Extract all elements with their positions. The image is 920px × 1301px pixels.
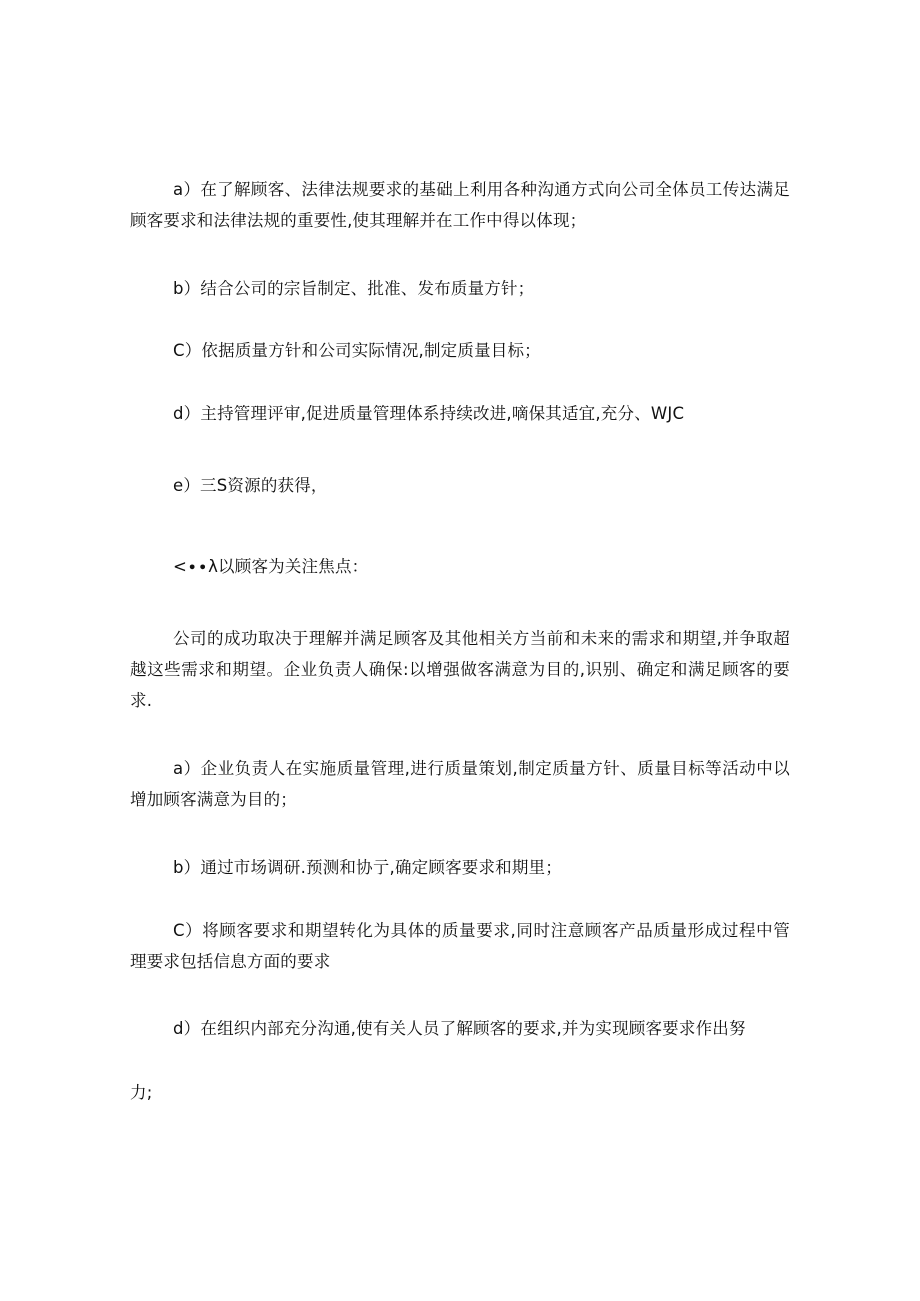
paragraph-top-management-d: d）主持管理评审,促进质量管理体系持续改进,嘀保其适宜,充分、WJC [173, 404, 685, 423]
paragraph-top-management-b: b）结合公司的宗旨制定、批准、发布质量方针； [173, 279, 535, 298]
paragraph-customer-focus-intro: 公司的成功取决于理解并满足顾客及其他相关方当前和未来的需求和期望,并争取超越这些需求和期望。企业负责人确保:以增强做客满意为目的,识别、确定和满足顾客的要求. [130, 629, 790, 710]
paragraph-customer-focus-b: b）通过市场调研.预测和协亍,确定顾客要求和期里； [173, 858, 562, 877]
paragraph-customer-focus-c: C）将顾客要求和期望转化为具体的质量要求,同时注意顾客产品质量形成过程中管理要求包括信息方面的要求 [130, 921, 790, 971]
paragraph-top-management-e: e）三S资源的获得， [173, 476, 328, 495]
paragraph-customer-focus-a: a）企业负责人在实施质量管理,进行质量策划,制定质量方针、质量目标等活动中以增加顾客满意为目的； [130, 759, 790, 809]
paragraph-top-management-c: C）依据质量方针和公司实际情况,制定质量目标； [173, 341, 541, 360]
paragraph-customer-focus-d-continuation: 力; [130, 1083, 153, 1102]
section-heading-customer-focus: <∙∙λ以顾客为关注焦点： [173, 557, 369, 576]
paragraph-customer-focus-d: d）在组织内部充分沟通,使有关人员了解顾客的要求,并为实现顾客要求作出努 [173, 1019, 746, 1038]
paragraph-top-management-a: a）在了解顾客、法律法规要求的基础上利用各种沟通方式向公司全体员工传达满足顾客要求和法律法规的重要性,使其理解并在工作中得以体现； [130, 180, 790, 230]
